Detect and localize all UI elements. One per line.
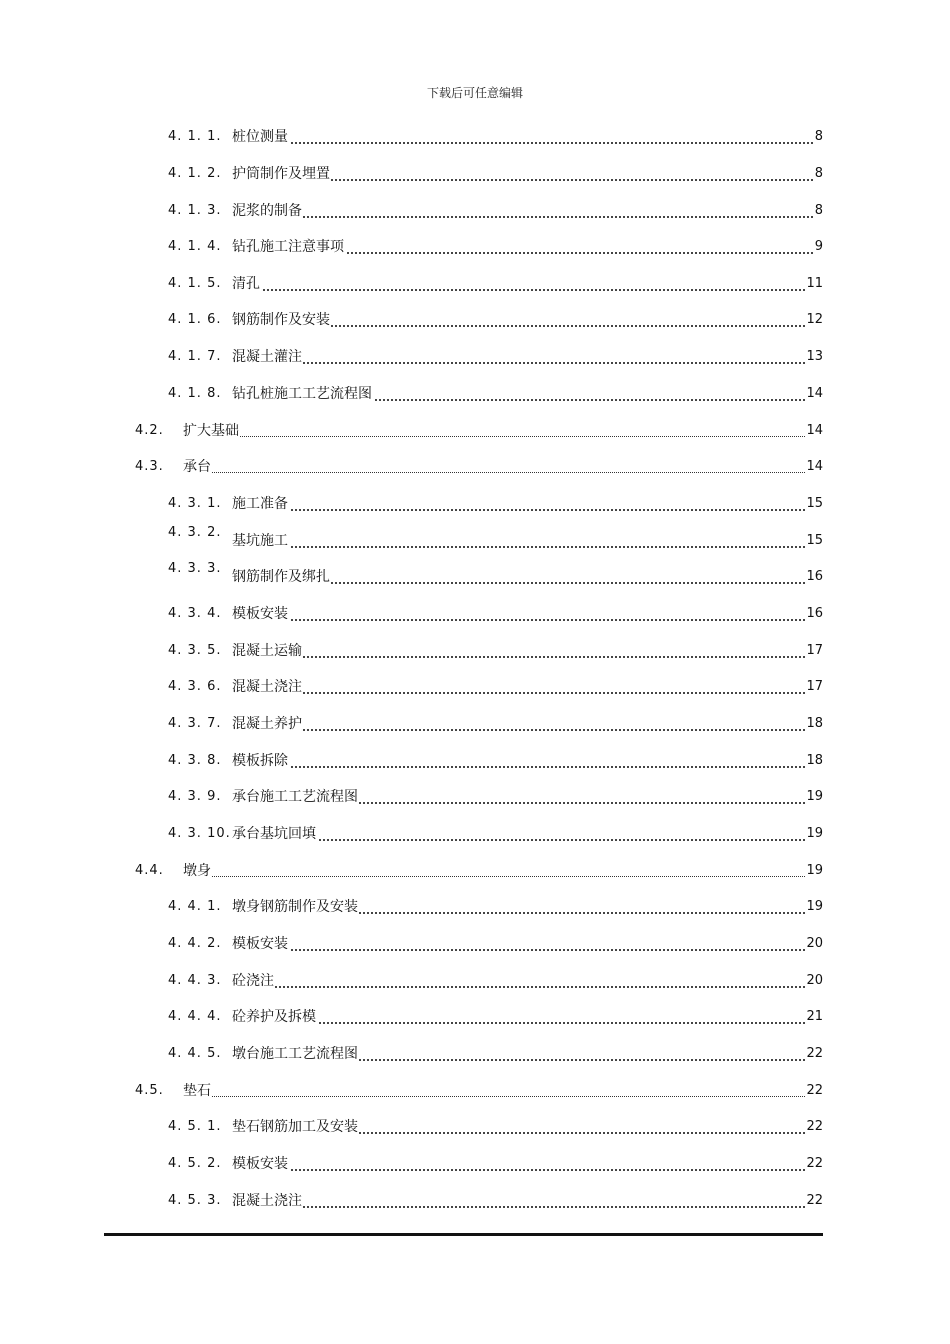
toc-entry-title: 砼浇注 [232, 973, 274, 989]
toc-entry-title: 护筒制作及埋置 [232, 166, 330, 182]
toc-entry-number: 4.3. [135, 459, 164, 474]
toc-entry[interactable] [168, 935, 823, 955]
toc-entry[interactable] [168, 1155, 823, 1175]
toc-dot-leader [232, 949, 813, 951]
toc-entry-title: 承台基坑回填 [232, 826, 316, 842]
toc-dot-leader [232, 692, 813, 694]
toc-entry-page: 8 [814, 129, 823, 144]
footer-divider [104, 1233, 823, 1236]
toc-entry-page: 20 [806, 936, 823, 951]
toc-entry-number: 4. 4. 4. [168, 1009, 222, 1024]
toc-entry-title: 混凝土浇注 [232, 1193, 302, 1209]
toc-entry-title: 混凝土浇注 [232, 679, 302, 695]
toc-entry[interactable] [168, 561, 823, 588]
toc-entry-number: 4. 4. 5. [168, 1046, 222, 1061]
toc-entry-title: 模板拆除 [232, 753, 288, 769]
toc-dot-leader [183, 1096, 813, 1097]
toc-entry-title: 扩大基础 [183, 423, 239, 439]
toc-entry[interactable] [168, 605, 823, 625]
toc-entry-number: 4. 1. 1. [168, 129, 222, 144]
toc-entry-title: 钢筋制作及安装 [232, 312, 330, 328]
toc-entry-page: 18 [806, 716, 823, 731]
toc-entry-title: 钻孔桩施工工艺流程图 [232, 386, 372, 402]
toc-entry-title: 钢筋制作及绑扎 [232, 569, 330, 585]
toc-entry-page: 8 [814, 203, 823, 218]
toc-dot-leader [232, 729, 813, 731]
toc-entry[interactable] [135, 862, 823, 882]
toc-entry[interactable] [168, 525, 823, 552]
toc-entry-number: 4. 3. 10. [168, 826, 231, 841]
toc-entry-title: 砼养护及拆模 [232, 1009, 316, 1025]
toc-entry-number: 4. 1. 4. [168, 239, 222, 254]
toc-dot-leader [232, 839, 813, 841]
toc-entry-page: 19 [806, 826, 823, 841]
toc-entry-page: 21 [806, 1009, 823, 1024]
toc-entry-page: 20 [806, 973, 823, 988]
toc-dot-leader [183, 472, 813, 473]
toc-entry-page: 15 [806, 496, 823, 511]
toc-entry-number: 4. 1. 5. [168, 276, 222, 291]
toc-entry-page: 16 [806, 569, 823, 584]
toc-dot-leader [232, 619, 813, 621]
toc-entry-number: 4. 1. 2. [168, 166, 222, 181]
toc-entry-title: 钻孔施工注意事项 [232, 239, 344, 255]
toc-dot-leader [183, 876, 813, 877]
toc-entry-title: 施工准备 [232, 496, 288, 512]
toc-dot-leader [232, 509, 813, 511]
toc-entry[interactable] [168, 715, 823, 735]
toc-entry-title: 模板安装 [232, 606, 288, 622]
toc-entry[interactable] [168, 495, 823, 515]
toc-entry-page: 16 [806, 606, 823, 621]
toc-entry-page: 17 [806, 643, 823, 658]
toc-entry[interactable] [168, 165, 823, 185]
toc-dot-leader [232, 546, 813, 548]
toc-entry[interactable] [168, 1118, 823, 1138]
toc-entry-number: 4. 3. 5. [168, 643, 222, 658]
toc-entry-page: 11 [806, 276, 823, 291]
toc-entry-number: 4.4. [135, 863, 164, 878]
toc-entry-number: 4. 1. 3. [168, 203, 222, 218]
toc-entry-title: 承台施工工艺流程图 [232, 789, 358, 805]
toc-entry[interactable] [168, 1008, 823, 1028]
toc-entry-page: 14 [806, 423, 823, 438]
toc-entry-page: 17 [806, 679, 823, 694]
toc-entry-title: 混凝土养护 [232, 716, 302, 732]
toc-entry-page: 18 [806, 753, 823, 768]
toc-entry-number: 4. 3. 1. [168, 496, 222, 511]
toc-entry-page: 22 [806, 1156, 823, 1171]
toc-entry-number: 4. 5. 1. [168, 1119, 222, 1134]
toc-dot-leader [232, 1022, 813, 1024]
toc-entry-title: 混凝土灌注 [232, 349, 302, 365]
toc-entry-title: 基坑施工 [232, 533, 288, 549]
toc-entry-title: 清孔 [232, 276, 260, 292]
toc-entry-number: 4. 4. 3. [168, 973, 222, 988]
toc-dot-leader [232, 289, 813, 291]
toc-entry-page: 9 [814, 239, 823, 254]
toc-entry-title: 垫石 [183, 1083, 211, 1099]
toc-entry-title: 墩身 [183, 863, 211, 879]
toc-entry[interactable] [168, 898, 823, 918]
toc-entry-number: 4. 1. 8. [168, 386, 222, 401]
toc-entry[interactable] [168, 202, 823, 222]
toc-entry-number: 4. 3. 8. [168, 753, 222, 768]
toc-entry[interactable] [135, 422, 823, 442]
toc-entry-title: 桩位测量 [232, 129, 288, 145]
toc-entry-number: 4. 5. 2. [168, 1156, 222, 1171]
toc-entry-title: 墩身钢筋制作及安装 [232, 899, 358, 915]
toc-entry[interactable] [168, 348, 823, 368]
toc-dot-leader [232, 362, 813, 364]
toc-entry-page: 22 [806, 1046, 823, 1061]
toc-entry-title: 混凝土运输 [232, 643, 302, 659]
toc-entry[interactable] [168, 311, 823, 331]
toc-entry-number: 4. 3. 9. [168, 789, 222, 804]
toc-entry[interactable] [168, 678, 823, 698]
toc-dot-leader [232, 766, 813, 768]
toc-entry-number: 4. 1. 6. [168, 312, 222, 327]
toc-dot-leader [232, 1169, 813, 1171]
toc-entry-page: 22 [806, 1083, 823, 1098]
toc-entry-page: 14 [806, 386, 823, 401]
toc-entry[interactable] [168, 128, 823, 148]
toc-entry-number: 4. 3. 6. [168, 679, 222, 694]
toc-dot-leader [232, 986, 813, 988]
page-header: 下载后可任意编辑 [426, 86, 523, 100]
toc-entry-page: 13 [806, 349, 823, 364]
toc-entry-title: 泥浆的制备 [232, 203, 302, 219]
toc-dot-leader [232, 1206, 813, 1208]
toc-entry[interactable] [168, 385, 823, 405]
toc-entry-number: 4. 5. 3. [168, 1193, 222, 1208]
toc-dot-leader [183, 436, 813, 437]
toc-entry-number: 4. 3. 4. [168, 606, 222, 621]
toc-entry-page: 19 [806, 899, 823, 914]
toc-entry-page: 19 [806, 789, 823, 804]
toc-entry-number: 4. 3. 3. [168, 561, 222, 576]
toc-entry-page: 15 [806, 533, 823, 548]
toc-entry[interactable] [168, 788, 823, 808]
toc-dot-leader [232, 142, 813, 144]
toc-entry-page: 14 [806, 459, 823, 474]
toc-entry-number: 4. 4. 1. [168, 899, 222, 914]
toc-entry[interactable] [168, 642, 823, 662]
toc-entry[interactable] [168, 238, 823, 258]
toc-entry-title: 承台 [183, 459, 211, 475]
toc-entry-number: 4.5. [135, 1083, 164, 1098]
toc-entry-title: 墩台施工工艺流程图 [232, 1046, 358, 1062]
toc-entry-page: 19 [806, 863, 823, 878]
toc-entry[interactable] [168, 1192, 823, 1212]
toc-dot-leader [232, 656, 813, 658]
toc-entry-number: 4. 1. 7. [168, 349, 222, 364]
toc-entry-number: 4.2. [135, 423, 164, 438]
toc-entry-number: 4. 3. 7. [168, 716, 222, 731]
toc-entry[interactable] [168, 275, 823, 295]
toc-entry[interactable] [135, 458, 823, 478]
toc-entry[interactable] [168, 825, 823, 845]
toc-entry[interactable] [168, 972, 823, 992]
toc-entry-number: 4. 4. 2. [168, 936, 222, 951]
toc-entry-page: 22 [806, 1119, 823, 1134]
toc-entry[interactable] [168, 1045, 823, 1065]
toc-entry[interactable] [135, 1082, 823, 1102]
toc-entry-number: 4. 3. 2. [168, 525, 222, 540]
toc-entry-title: 模板安装 [232, 936, 288, 952]
toc-entry-page: 22 [806, 1193, 823, 1208]
toc-entry-title: 模板安装 [232, 1156, 288, 1172]
toc-entry[interactable] [168, 752, 823, 772]
toc-dot-leader [232, 216, 813, 218]
toc-entry-title: 垫石钢筋加工及安装 [232, 1119, 358, 1135]
toc-entry-page: 12 [806, 312, 823, 327]
toc-entry-page: 8 [814, 166, 823, 181]
